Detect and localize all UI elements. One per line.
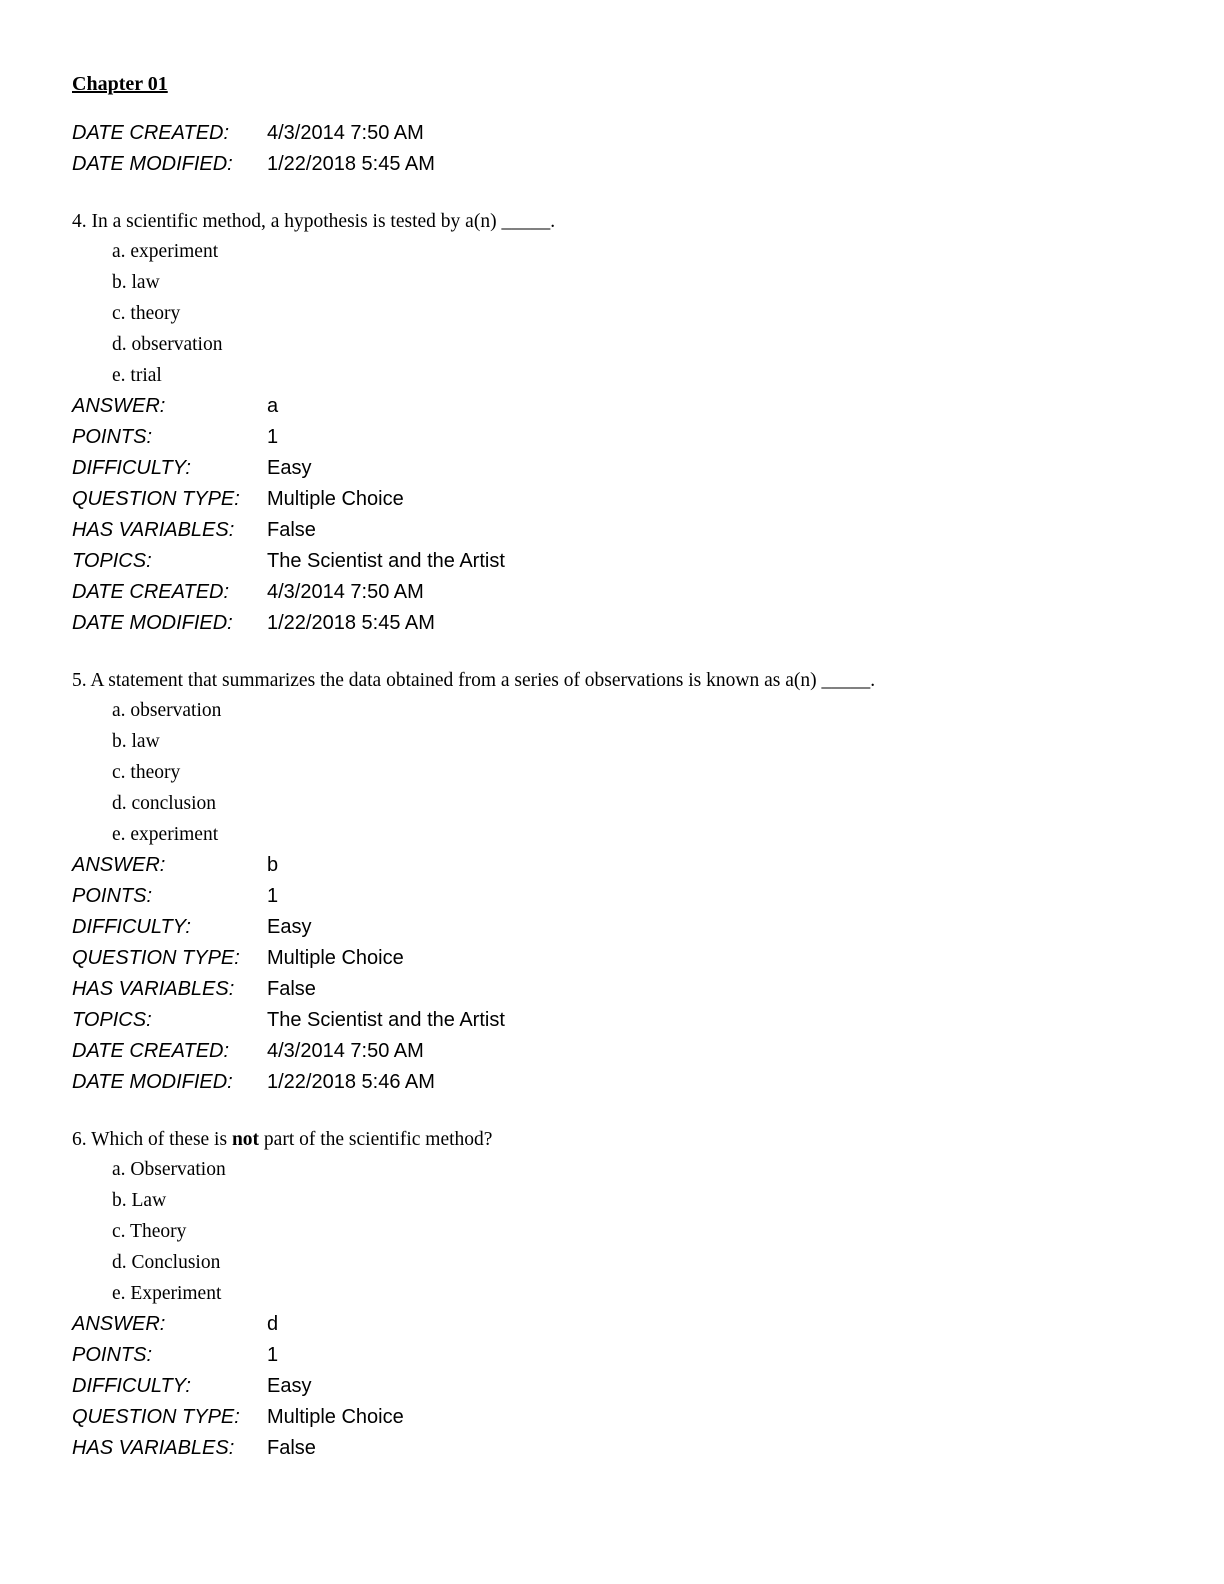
answer-option: c. theory bbox=[112, 303, 181, 324]
meta-row-date-created bbox=[72, 118, 1162, 149]
meta-label: QUESTION TYPE: bbox=[72, 947, 240, 969]
top-metadata bbox=[72, 118, 1162, 180]
meta-label: DIFFICULTY: bbox=[72, 1375, 191, 1397]
meta-value: b bbox=[267, 854, 279, 876]
answer-option: b. law bbox=[112, 731, 160, 752]
question-stem: 5. A statement that summarizes the data obtained from a series of observations is known as a(n) _____. bbox=[72, 670, 876, 691]
answer-option: b. law bbox=[112, 272, 160, 293]
meta-label: QUESTION TYPE: bbox=[72, 1406, 240, 1428]
answer-option: e. Experiment bbox=[112, 1283, 222, 1304]
meta-row bbox=[72, 422, 1162, 453]
meta-value: False bbox=[267, 519, 316, 541]
meta-label: HAS VARIABLES: bbox=[72, 1437, 235, 1459]
question-stem: 4. In a scientific method, a hypothesis is tested by a(n) _____. bbox=[72, 211, 556, 232]
meta-row bbox=[72, 546, 1162, 577]
meta-label: ANSWER: bbox=[72, 395, 166, 417]
answer-option: e. experiment bbox=[112, 824, 219, 845]
meta-label: QUESTION TYPE: bbox=[72, 488, 240, 510]
question-stem-emphasis: not bbox=[231, 1129, 260, 1150]
meta-row bbox=[72, 1309, 1162, 1340]
meta-value: 1 bbox=[267, 1344, 279, 1366]
answer-option: d. Conclusion bbox=[112, 1252, 221, 1273]
meta-label: DATE MODIFIED: bbox=[72, 153, 233, 175]
meta-label: DATE CREATED: bbox=[72, 122, 230, 144]
meta-row bbox=[72, 1340, 1162, 1371]
meta-value: Easy bbox=[267, 1375, 312, 1397]
meta-value: d bbox=[267, 1313, 279, 1335]
meta-label: DATE MODIFIED: bbox=[72, 1071, 233, 1093]
meta-label: DIFFICULTY: bbox=[72, 916, 191, 938]
answer-option: a. Observation bbox=[112, 1159, 226, 1180]
answer-option: d. observation bbox=[112, 334, 223, 355]
meta-value: False bbox=[267, 1437, 316, 1459]
meta-value: The Scientist and the Artist bbox=[267, 1009, 505, 1031]
question-stem-suffix: part of the scientific method? bbox=[259, 1129, 493, 1150]
meta-value: 4/3/2014 7:50 AM bbox=[267, 581, 424, 603]
answer-option: c. theory bbox=[112, 762, 181, 783]
meta-label: ANSWER: bbox=[72, 854, 166, 876]
meta-label: DATE MODIFIED: bbox=[72, 612, 233, 634]
meta-row bbox=[72, 881, 1162, 912]
meta-label: HAS VARIABLES: bbox=[72, 978, 235, 1000]
meta-row bbox=[72, 453, 1162, 484]
meta-row bbox=[72, 912, 1162, 943]
question-block-6 bbox=[72, 1126, 1162, 1464]
meta-row bbox=[72, 943, 1162, 974]
meta-row bbox=[72, 1433, 1162, 1464]
answer-option: a. experiment bbox=[112, 241, 219, 262]
meta-label: ANSWER: bbox=[72, 1313, 166, 1335]
meta-row bbox=[72, 1371, 1162, 1402]
meta-value: Multiple Choice bbox=[267, 947, 404, 969]
meta-label: POINTS: bbox=[72, 1344, 153, 1366]
meta-value: Multiple Choice bbox=[267, 488, 404, 510]
meta-value: Easy bbox=[267, 457, 312, 479]
answer-option: b. Law bbox=[112, 1190, 167, 1211]
meta-label: POINTS: bbox=[72, 426, 153, 448]
meta-value: 1/22/2018 5:45 AM bbox=[267, 612, 435, 634]
meta-value: Easy bbox=[267, 916, 312, 938]
meta-value: 1/22/2018 5:46 AM bbox=[267, 1071, 435, 1093]
answer-option: a. observation bbox=[112, 700, 222, 721]
meta-row bbox=[72, 515, 1162, 546]
meta-value: 1 bbox=[267, 426, 279, 448]
meta-value: a bbox=[267, 395, 279, 417]
meta-row bbox=[72, 1036, 1162, 1067]
meta-value: Multiple Choice bbox=[267, 1406, 404, 1428]
chapter-title: Chapter 01 bbox=[72, 73, 168, 95]
meta-label: DATE CREATED: bbox=[72, 581, 230, 603]
meta-label: TOPICS: bbox=[72, 1009, 152, 1031]
question-stem bbox=[72, 1126, 1162, 1154]
meta-row bbox=[72, 1067, 1162, 1098]
meta-row bbox=[72, 850, 1162, 881]
meta-value: 4/3/2014 7:50 AM bbox=[267, 1040, 424, 1062]
meta-value: False bbox=[267, 978, 316, 1000]
meta-label: DATE CREATED: bbox=[72, 1040, 230, 1062]
question-block-5 bbox=[72, 667, 1162, 1098]
answer-option: c. Theory bbox=[112, 1221, 187, 1242]
answer-option: e. trial bbox=[112, 365, 162, 386]
meta-row-date-modified bbox=[72, 149, 1162, 180]
meta-value: The Scientist and the Artist bbox=[267, 550, 505, 572]
meta-value: 1/22/2018 5:45 AM bbox=[267, 153, 435, 175]
meta-label: TOPICS: bbox=[72, 550, 152, 572]
meta-row bbox=[72, 1005, 1162, 1036]
meta-row bbox=[72, 974, 1162, 1005]
meta-label: DIFFICULTY: bbox=[72, 457, 191, 479]
question-stem-prefix: 6. Which of these is bbox=[72, 1129, 232, 1150]
meta-value: 1 bbox=[267, 885, 279, 907]
meta-row bbox=[72, 608, 1162, 639]
meta-row bbox=[72, 1402, 1162, 1433]
meta-value: 4/3/2014 7:50 AM bbox=[267, 122, 424, 144]
question-block-4 bbox=[72, 208, 1162, 639]
meta-row bbox=[72, 391, 1162, 422]
document-page bbox=[72, 70, 1162, 1464]
meta-row bbox=[72, 577, 1162, 608]
meta-label: HAS VARIABLES: bbox=[72, 519, 235, 541]
meta-label: POINTS: bbox=[72, 885, 153, 907]
meta-row bbox=[72, 484, 1162, 515]
answer-option: d. conclusion bbox=[112, 793, 216, 814]
